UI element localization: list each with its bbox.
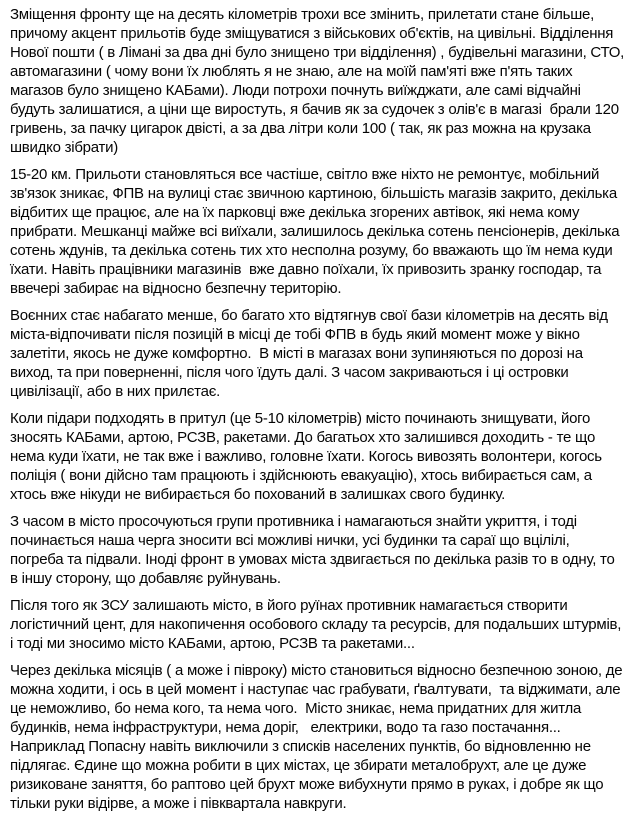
- post-paragraph-7: Через декілька місяців ( а може і півроку) місто становиться відносно безпечною зоною, де можна ходити, і ось в цей момент і наступає час грабувати, ґвалтувати, та віджимати, але це неможливо, бо нема кого, та нема чого. Місто зникає, нема придатних для житла будинків, нема інфраструктури, нема доріг, електрики, водо та газо постачання... Наприклад Попасну навіть виключили з списків населених пунктів, бо відновленню не підлягає. Єдине що можна робити в цих містах, це збирати металобрухт, але це дуже ризиковане заняття, бо раптово цей брухт може вибухнути прямо в руках, і добре як що тільки руки відірве, а може і півквартала навкруги.: [10, 662, 627, 812]
- post-paragraph-5: З часом в місто просочуються групи противника і намагаються знайти укриття, і тоді починається наша черга зносити всі можливі нички, усі будинки та сараї що вцілілі, погреба та підвали. Іноді фронт в умовах міста здвигається по декілька разів то в одну, то в іншу сторону, що добавляє руйнувань.: [10, 513, 619, 587]
- post-paragraph-6: Після того як ЗСУ залишають місто, в його руїнах противник намагається створити логістичний цент, для накопичення особового складу та ресурсів, для подальших штурмів, і тоді ми зносимо місто КАБами, артою, РСЗВ та ракетами...: [10, 597, 626, 652]
- post-paragraph-3: Воєнних стає набагато менше, бо багато хто відтягнув свої бази кілометрів на десять від міста-відпочивати після позицій в місці де тобі ФПВ в будь який момент може у вікно залетіти, якось не дуже комфортно. В місті в магазах вони зупиняються по дорозі на виход, та при поверненні, після чого їдуть далі. З часом закриваються і ці островки цивілізації, або в них прилєтає.: [10, 307, 612, 400]
- post-paragraph-2: 15-20 км. Прильоти становляться все частіше, світло вже ніхто не ремонтує, мобільний зв'язок зникає, ФПВ на вулиці стає звичною картиною, більшість магазів закрито, декілька відбитих ще працює, але на їх парковці вже декілька згорених автівок, які нема кому прибрати. Мешканці майже всі виїхали, залишилось декілька сотень пенсіонерів, декілька сотень ждунів, та декілька сотень тих хто несполна розуму, бо вважають що їм нема куди їхати. Навіть працівники магазинів вже давно поїхали, їх привозить зранку господар, та ввечері забирає на відносно безпечну територію.: [10, 166, 624, 297]
- post-paragraph-1: Зміщення фронту ще на десять кілометрів трохи все змінить, прилетати стане більше, причому акцент прильотів буде зміщуватися з військових об'єктів, на цивільні. Відділення Нової пошти ( в Лімані за два дні було знищено три відділення) , будівельні магазини, СТО, автомагазини ( чому вони їх люблять я не знаю, але на моїй пам'яті вже п'ять таких магазов було знищено КАБами). Люди потрохи почнуть виїжджати, але самі відчайні будуть залишатися, а ціни ще виростуть, я бачив як за судочек з олів'є в магазі брали 120 гривень, за пачку цигарок двісті, а за два літри коли 100 ( так, як раз можна на крузака швидко зібрати): [10, 6, 629, 156]
- post-paragraph-4: Коли підари подходять в притул (це 5-10 кілометрів) місто починають знищувати, його зносять КАБами, артою, РСЗВ, ракетами. До багатьох хто залишився доходить - те що нема куди їхати, не так вже і важливо, головне їхати. Когось вивозять волонтери, когось поліція ( вони дійсно там працюють і здійснюють евакуацію), хтось вибирається сам, а хтось вже нікуди не вибирається бо похований в залишках свого будинку.: [10, 410, 606, 503]
